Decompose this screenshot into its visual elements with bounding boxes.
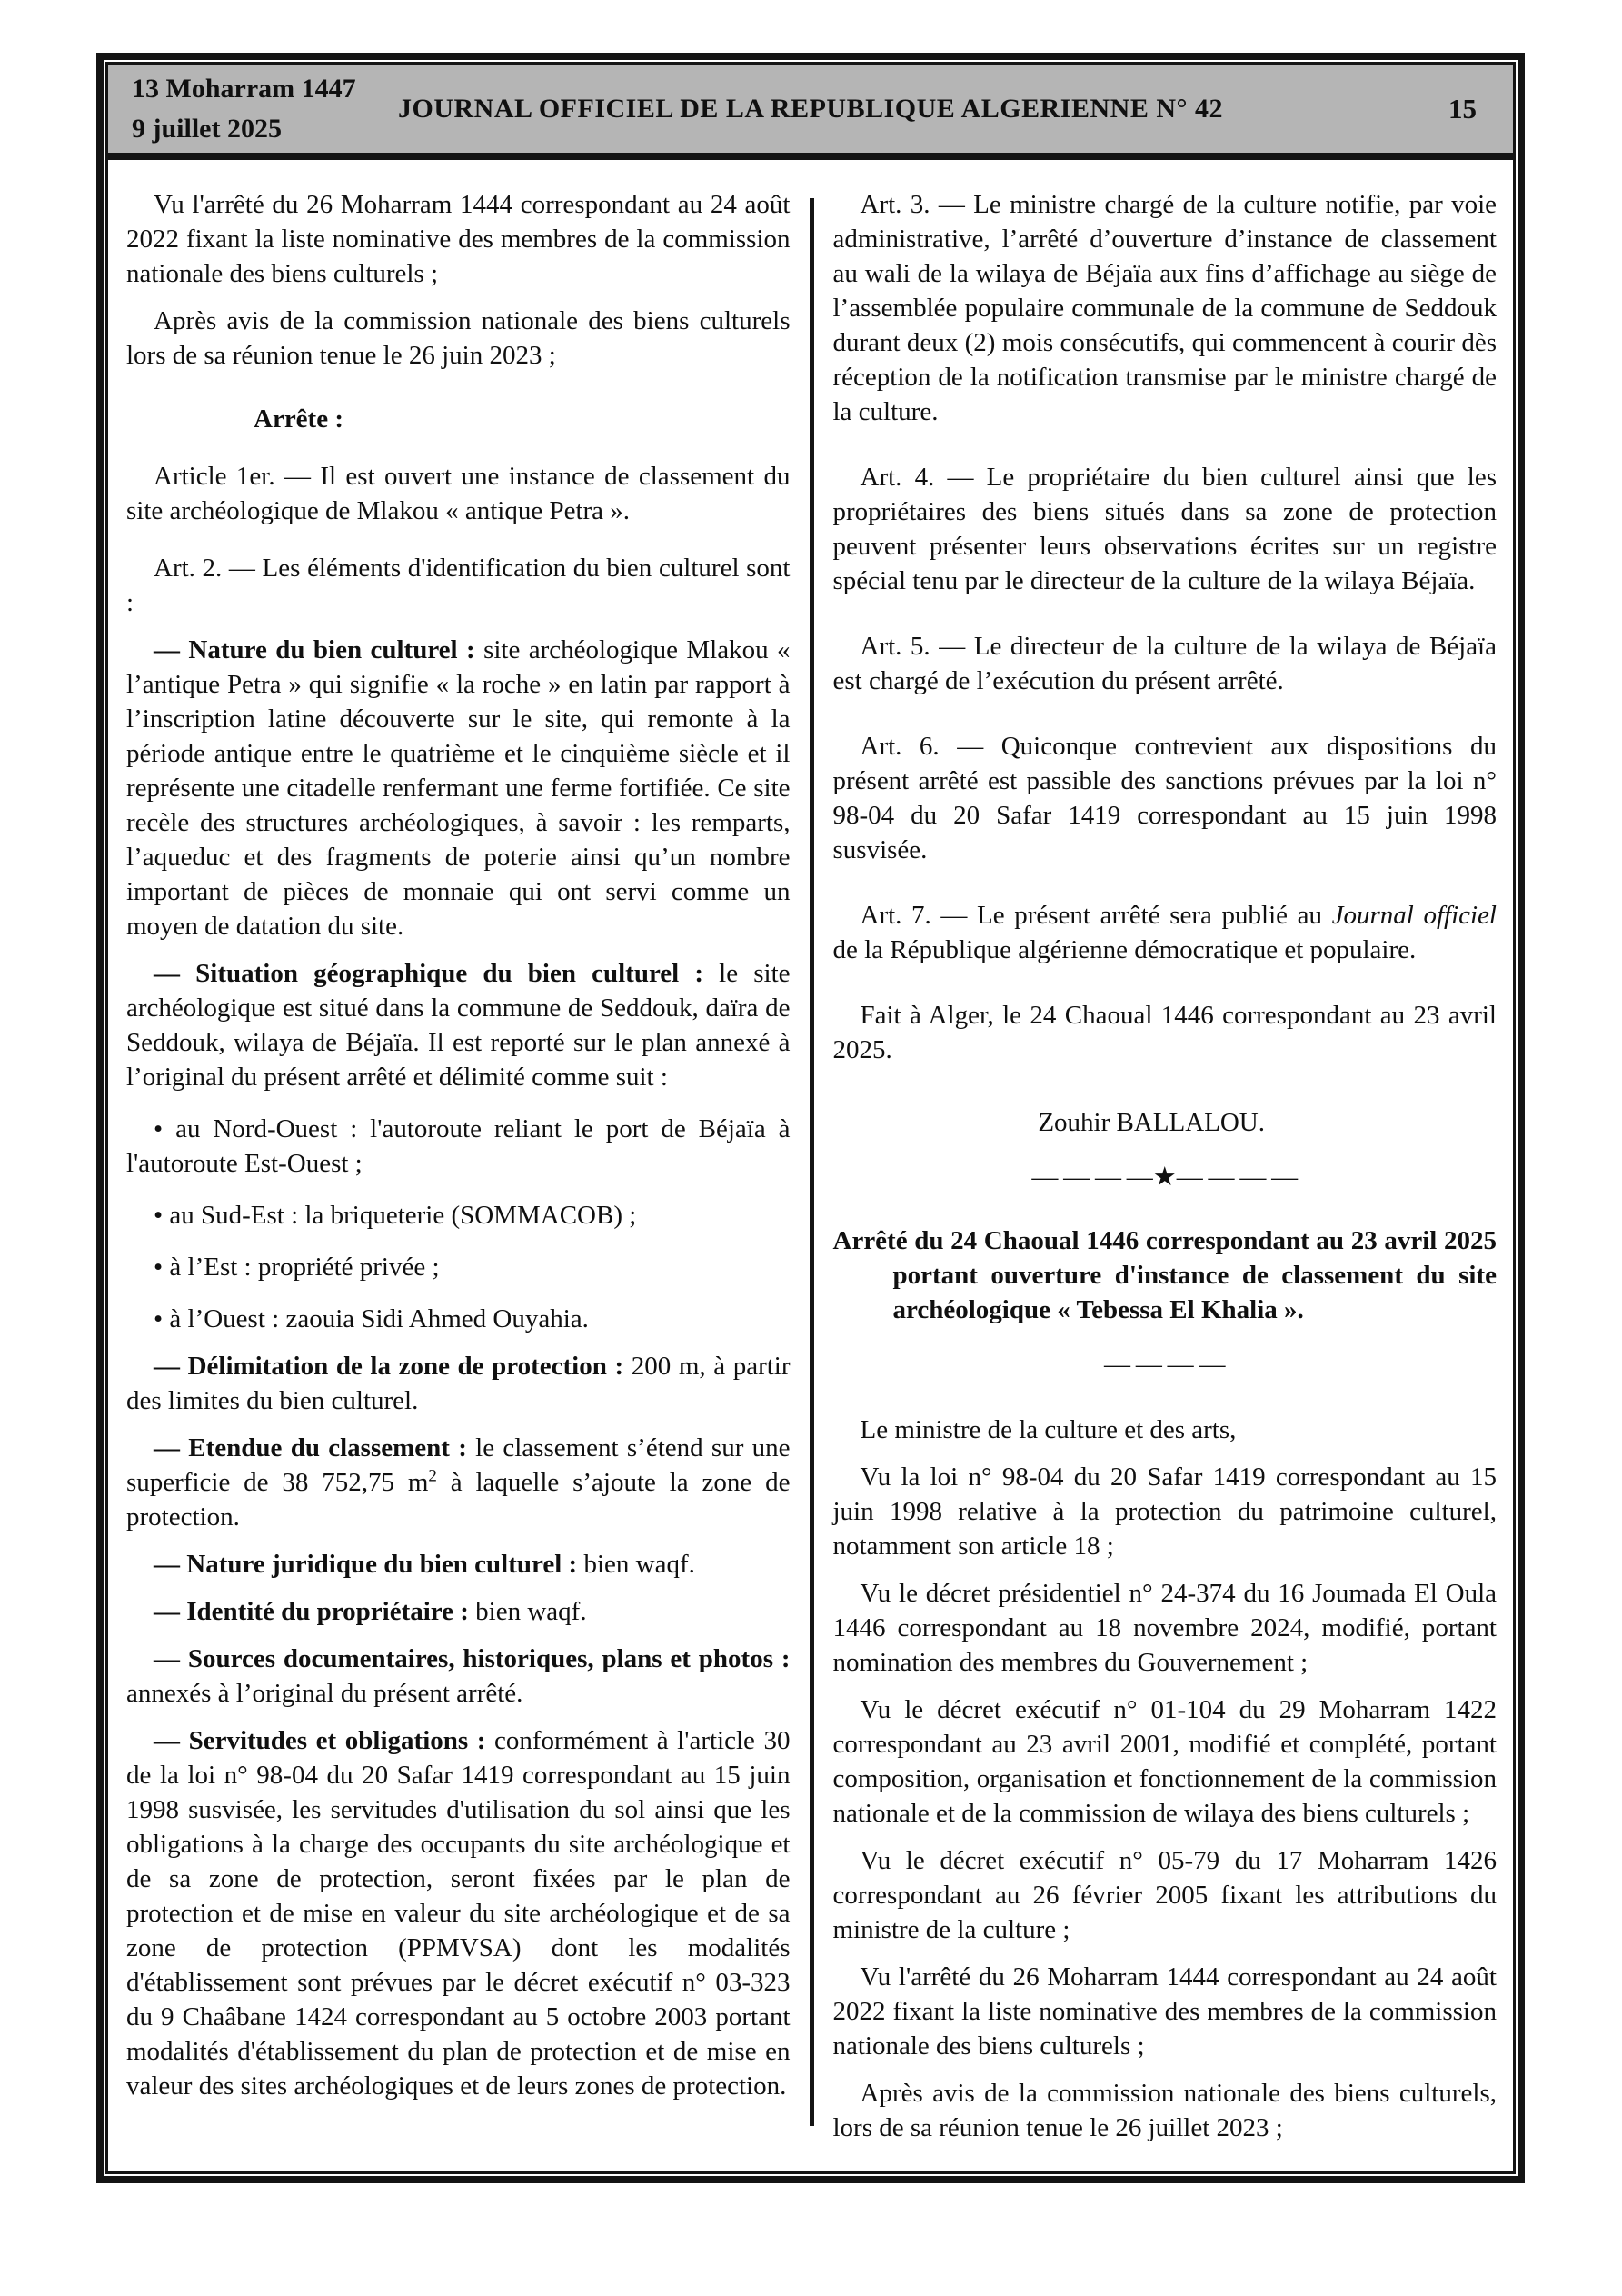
paragraph: — Servitudes et obligations : conformément à l'article 30 de la loi n° 98-04 du 20 Safar 1419 correspondant au 15 juin 1998 susvisée, les servitudes d'utilisation du sol ainsi que les obligations à la charge des occupants du site archéologique et de sa zone de protection, seront fixées par le plan de protection et de mise en valeur du site archéologique et de sa zone de protection (PPMVSA) dont les modalités d'établissement sont prévues par le décret exécutif n° 03-323 du 9 Chaâbane 1424 correspondant au 5 octobre 2003 portant modalités d'établissement du plan de protection et de mise en valeur des sites archéologiques et de leurs zones de protection. [126, 1726, 791, 2101]
paragraph: Art. 6. — Quiconque contrevient aux dispositions du présent arrêté est passible des sanctions prévues par la loi n° 98-04 du 20 Safar 1419 correspondant au 15 juin 1998 susvisée. [832, 732, 1497, 864]
paragraph: — — — —★— — — — [1031, 1163, 1299, 1192]
paragraph: — Sources documentaires, historiques, plans et photos : annexés à l’original du présent arrêté. [126, 1644, 791, 1708]
paragraph: — Etendue du classement : le classement s’étend sur une superficie de 38 752,75 $m^2$ à laquelle s’ajoute la zone de protection. [126, 1433, 791, 1532]
paragraph: — Délimitation de la zone de protection : 200 m, à partir des limites du bien culturel. [126, 1352, 791, 1415]
paragraph: Vu la loi n° 98-04 du 20 Safar 1419 correspondant au 15 juin 1998 relative à la protection du patrimoine culturel, notamment son article 18 ; [832, 1462, 1497, 1561]
paragraph: Vu le décret exécutif n° 01-104 du 29 Moharram 1422 correspondant au 23 avril 2001, modifié et complété, portant composition, organisation et fonctionnement de la commission nationale et de la commission de wilaya des biens culturels ; [832, 1695, 1497, 1828]
paragraph: Arrête : [254, 404, 343, 434]
paragraph: Arrêté du 24 Chaoual 1446 correspondant au 23 avril 2025 portant ouverture d'instance de classement du site archéologique « Tebessa El Khalia ». [832, 1226, 1497, 1324]
paragraph: Art. 2. — Les éléments d'identification du bien culturel sont : [126, 554, 791, 617]
paragraph: • au Sud-Est : la briqueterie (SOMMACOB) ; [154, 1201, 637, 1230]
right-column [833, 175, 1498, 2153]
paragraph: Le ministre de la culture et des arts, [860, 1415, 1237, 1444]
paragraph: Art. 7. — Le présent arrêté sera publié au Journal officiel de la République algérienne démocratique et populaire. [832, 901, 1497, 964]
paragraph: Après avis de la commission nationale des biens culturels lors de sa réunion tenue le 26 juin 2023 ; [126, 306, 791, 370]
paragraph: • à l’Ouest : zaouia Sidi Ahmed Ouyahia. [154, 1304, 589, 1333]
paragraph: • au Nord-Ouest : l'autoroute reliant le port de Béjaïa à l'autoroute Est-Ouest ; [126, 1114, 791, 1178]
paragraph: Art. 3. — Le ministre chargé de la culture notifie, par voie administrative, l’arrêté d’ouverture d’instance de classement au wali de la wilaya de Béjaïa aux fins d’affichage au siège de l’assemblée populaire communale de la commune de Seddouk durant deux (2) mois consécutifs, qui commencent à courir dès réception de la notification transmise par le ministre chargé de la culture. [832, 190, 1497, 426]
header-date-hijri: 13 Moharram 1447 [132, 73, 356, 104]
page-number: 15 [1448, 92, 1477, 125]
journal-header [108, 65, 1513, 160]
column-divider [810, 198, 814, 2126]
paragraph: Art. 5. — Le directeur de la culture de la wilaya de Béjaïa est chargé de l’exécution du présent arrêté. [832, 632, 1497, 695]
paragraph: Vu l'arrêté du 26 Moharram 1444 correspondant au 24 août 2022 fixant la liste nominative des membres de la commission nationale des biens culturels ; [126, 190, 791, 288]
header-date-gregorian: 9 juillet 2025 [132, 113, 282, 144]
page-body [108, 160, 1513, 2171]
paragraph: Vu l'arrêté du 26 Moharram 1444 correspondant au 24 août 2022 fixant la liste nominative des membres de la commission nationale des biens culturels ; [832, 1962, 1497, 2061]
paragraph: • à l’Est : propriété privée ; [154, 1253, 440, 1282]
journal-title: JOURNAL OFFICIEL DE LA REPUBLIQUE ALGERIENNE N° 42 [398, 93, 1223, 124]
paragraph: Après avis de la commission nationale des biens culturels, lors de sa réunion tenue le 26 juillet 2023 ; [832, 2079, 1497, 2142]
paragraph: Art. 4. — Le propriétaire du bien culturel ainsi que les propriétaires des biens situés dans sa zone de protection peuvent présenter leurs observations écrites sur un registre spécial tenu par le directeur de la culture de la wilaya Béjaïa. [832, 463, 1497, 595]
paragraph: — Identité du propriétaire : bien waqf. [154, 1597, 587, 1626]
paragraph: Fait à Alger, le 24 Chaoual 1446 correspondant au 23 avril 2025. [832, 1001, 1497, 1064]
paragraph: — Situation géographique du bien culturel : le site archéologique est situé dans la commune de Seddouk, daïra de Seddouk, wilaya de Béjaïa. Il est reporté sur le plan annexé à l’original du présent arrêté et délimité comme suit : [126, 959, 791, 1092]
page-frame-inner [105, 62, 1516, 2174]
paragraph: — Nature juridique du bien culturel : bien waqf. [154, 1550, 695, 1579]
left-column [126, 175, 791, 2153]
paragraph: Article 1er. — Il est ouvert une instance de classement du site archéologique de Mlakou « antique Petra ». [126, 462, 791, 525]
page-frame [96, 53, 1525, 2183]
paragraph: Vu le décret présidentiel n° 24-374 du 16 Joumada El Oula 1446 correspondant au 18 novembre 2024, modifié, portant nomination des membres du Gouvernement ; [832, 1579, 1497, 1677]
paragraph: — Nature du bien culturel : site archéologique Mlakou « l’antique Petra » qui signifie « la roche » en latin par rapport à l’inscription latine découverte sur le site, qui remonte à la période antique entre le quatrième et le cinquième siècle et il représente une citadelle renfermant une ferme fortifiée. Ce site recèle des structures archéologiques, à savoir : les remparts, l’aqueduc et des fragments de poterie ainsi qu’un nombre important de pièces de monnaie qui ont servi comme un moyen de datation du site. [126, 635, 791, 941]
paragraph: Zouhir BALLALOU. [1038, 1108, 1265, 1137]
paragraph: — — — — [1104, 1350, 1226, 1379]
paragraph: Vu le décret exécutif n° 05-79 du 17 Moharram 1426 correspondant au 26 février 2005 fixant les attributions du ministre de la culture ; [832, 1846, 1497, 1944]
